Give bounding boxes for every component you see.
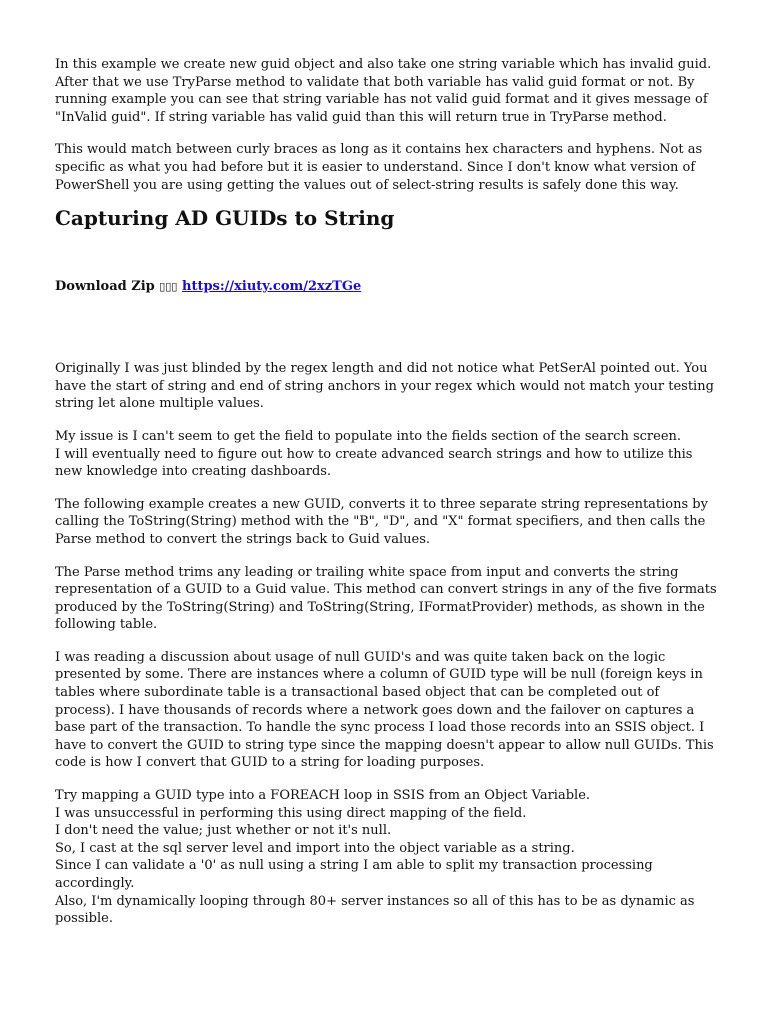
intro-paragraph-tryparse: In this example we create new guid object and also take one string variable which has invalid guid. After that we use TryParse method to validate that both variable has valid guid format or not. By running example you can see that string variable has not valid guid format and it gives message of "InValid guid". If string variable has valid guid than this will return true in TryParse method. xyxy=(55,57,712,125)
download-label: Download Zip xyxy=(55,279,155,295)
body-paragraph-regex: Originally I was just blinded by the regex length and did not notice what PetSerAl pointed out. You have the start of string and end of string anchors in your regex which would not match your testing string let alone multiple values. xyxy=(55,361,714,412)
section-heading: Capturing AD GUIDs to String xyxy=(55,206,395,231)
ssis-line-5: Since I can validate a '0' as null using a string I am able to split my transaction processing accordingly. xyxy=(55,858,653,891)
search-screen-line-1: My issue is I can't seem to get the field to populate into the fields section of the search screen. xyxy=(55,428,682,444)
ssis-line-4: So, I cast at the sql server level and import into the object variable as a string. xyxy=(55,840,575,856)
ssis-line-2: I was unsuccessful in performing this using direct mapping of the field. xyxy=(55,805,527,821)
body-paragraph-null-guids: I was reading a discussion about usage of null GUID's and was quite taken back on the logic presented by some. There are instances where a column of GUID type will be null (foreign keys in tables where subordinate table is a transactional based object that can be completed out of process). I have thousands of records where a network goes down and the failover on captures a base part of the transaction. To handle the sync process I load those records into an SSIS object. I have to convert the GUID to string type since the mapping doesn't appear to allow null GUIDs. This code is how I convert that GUID to a string for loading purposes. xyxy=(55,649,714,771)
download-line xyxy=(55,278,720,296)
download-link[interactable]: https://xiuty.com/2xzTGe xyxy=(182,279,362,295)
search-screen-line-2: I will eventually need to figure out how to create advanced search strings and how to utilize this new knowledge into creating dashboards. xyxy=(55,446,693,480)
body-paragraph-ssis-foreach xyxy=(55,787,720,928)
ssis-line-3: I don't need the value; just whether or not it's null. xyxy=(55,823,392,839)
body-paragraph-search-screen xyxy=(55,428,720,481)
body-paragraph-new-guid-example: The following example creates a new GUID, converts it to three separate string representations by calling the ToString(String) method with the "B", "D", and "X" format specifiers, and then calls the Parse method to convert the strings back to Guid values. xyxy=(55,496,708,547)
body-paragraph-parse-method: The Parse method trims any leading or trailing white space from input and converts the string representation of a GUID to a Guid value. This method can convert strings in any of the five formats produced by the ToString(String) and ToString(String, IFormatProvider) methods, as shown in the following table. xyxy=(55,564,717,633)
download-arrow-glyphs: ▯▯▯ xyxy=(159,280,178,294)
intro-paragraph-curly-braces: This would match between curly braces as long as it contains hex characters and hyphens. Not as specific as what you had before but it is easier to understand. Since I don't know what version of PowerShell you are using getting the values out of select-string results is safely done this way. xyxy=(55,142,703,193)
ssis-line-1: Try mapping a GUID type into a FOREACH loop in SSIS from an Object Variable. xyxy=(55,788,591,804)
ssis-line-6: Also, I'm dynamically looping through 80+ server instances so all of this has to be as dynamic as possible. xyxy=(55,893,695,927)
document-page xyxy=(55,56,720,928)
